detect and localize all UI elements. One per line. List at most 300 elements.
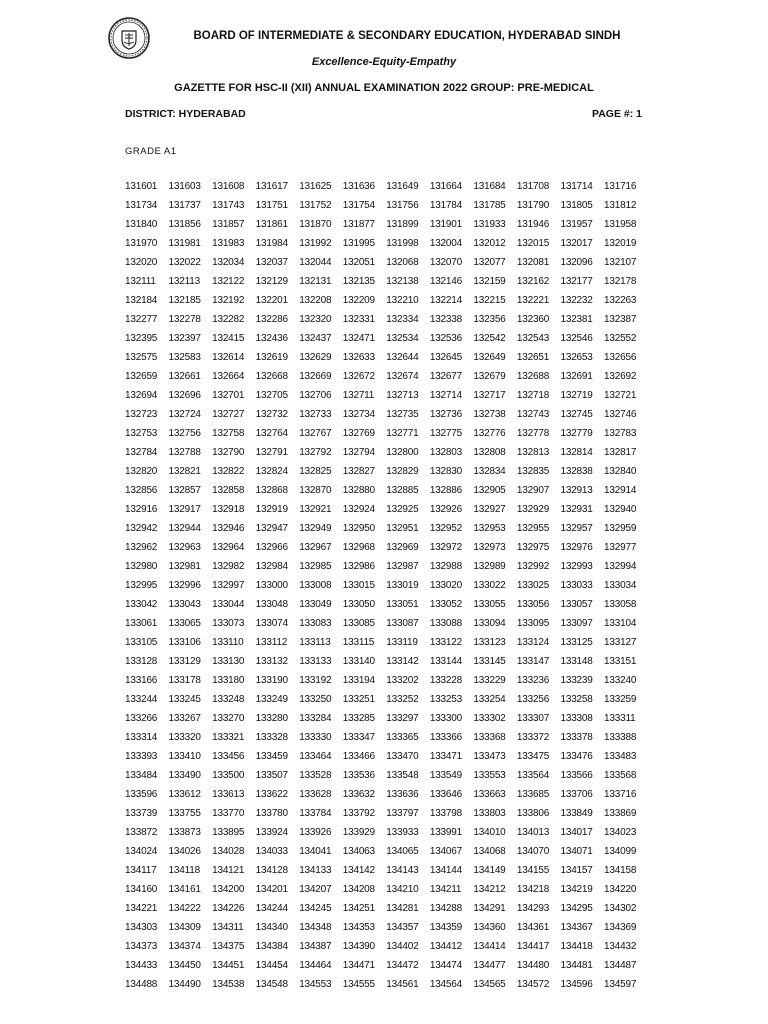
roll-number-cell: 132184: [125, 295, 158, 306]
roll-number-cell: 132629: [299, 352, 332, 363]
grade-heading: GRADE A1: [125, 146, 177, 157]
roll-number-cell: 132955: [516, 523, 550, 534]
table-row: [125, 903, 648, 922]
roll-number-cell: 132129: [255, 276, 288, 287]
roll-number-cell: 132962: [125, 542, 158, 553]
roll-number-cell: 134414: [473, 941, 506, 952]
roll-number-cell: 133202: [386, 675, 419, 686]
roll-number-cell: 132044: [299, 257, 332, 268]
roll-number-cell: 133055: [473, 599, 506, 610]
roll-number-cell: 133933: [386, 827, 419, 838]
roll-number-cell: 133194: [342, 675, 375, 686]
roll-number-cell: 132232: [560, 295, 593, 306]
roll-number-cell: 133285: [342, 713, 375, 724]
roll-number-cell: 132905: [473, 485, 506, 496]
roll-number-cell: 132986: [342, 561, 375, 572]
table-row: [125, 314, 648, 333]
roll-number-cell: 134210: [386, 884, 419, 895]
roll-number-cell: 132020: [125, 257, 158, 268]
roll-number-cell: 132959: [604, 523, 637, 534]
roll-number-cell: 133308: [560, 713, 593, 724]
roll-number-cell: 131649: [386, 181, 419, 192]
roll-number-cell: 133612: [168, 789, 201, 800]
roll-number-cell: 131958: [604, 219, 637, 230]
roll-number-cell: 131734: [125, 200, 158, 211]
roll-number-cell: 134293: [516, 903, 550, 914]
roll-number-cell: 132738: [473, 409, 506, 420]
roll-number-cell: 131708: [516, 181, 550, 192]
roll-number-cell: 133113: [299, 637, 331, 648]
roll-number-cell: 132201: [255, 295, 288, 306]
table-row: [125, 637, 648, 656]
roll-number-cell: 132277: [125, 314, 158, 325]
roll-number-cell: 134143: [386, 865, 419, 876]
roll-number-cell: 134071: [560, 846, 593, 857]
roll-number-cell: 133254: [473, 694, 506, 705]
roll-number-cell: 131957: [560, 219, 593, 230]
roll-number-cell: 132664: [212, 371, 245, 382]
roll-number-cell: 132952: [429, 523, 462, 534]
roll-number-cell: 132817: [604, 447, 637, 458]
table-row: [125, 808, 648, 827]
roll-number-cell: 131608: [212, 181, 245, 192]
roll-number-cell: 132724: [168, 409, 201, 420]
roll-number-cell: 133872: [125, 827, 158, 838]
roll-number-cell: 133044: [212, 599, 245, 610]
roll-number-cell: 132705: [255, 390, 288, 401]
table-row: [125, 865, 648, 884]
table-row: [125, 599, 648, 618]
roll-number-cell: 132966: [255, 542, 288, 553]
roll-number-cell: 133470: [386, 751, 419, 762]
roll-number-cell: 134418: [560, 941, 593, 952]
roll-number-cell: 131970: [125, 238, 158, 249]
roll-number-cell: 134412: [429, 941, 462, 952]
roll-number-cell: 133484: [125, 770, 158, 781]
roll-number-cell: 133034: [604, 580, 637, 591]
roll-number-cell: 134309: [168, 922, 201, 933]
roll-number-cell: 133245: [168, 694, 201, 705]
roll-number-cell: 134068: [473, 846, 506, 857]
roll-number-cell: 134026: [168, 846, 201, 857]
roll-number-cell: 134488: [125, 979, 158, 990]
roll-number-cell: 133190: [255, 675, 288, 686]
page-number: PAGE #: 1: [592, 108, 642, 120]
roll-number-cell: 132437: [299, 333, 332, 344]
roll-number-cell: 133622: [255, 789, 288, 800]
roll-number-cell: 132688: [516, 371, 550, 382]
roll-number-cell: 133048: [255, 599, 288, 610]
roll-number-cell: 132694: [125, 390, 158, 401]
roll-number-cell: 132397: [168, 333, 201, 344]
roll-number-cell: 132989: [473, 561, 506, 572]
roll-number-cell: 134291: [473, 903, 506, 914]
roll-number-cell: 133085: [342, 618, 375, 629]
roll-number-cell: 134245: [299, 903, 332, 914]
roll-number-cell: 133410: [168, 751, 201, 762]
roll-number-cell: 133596: [125, 789, 158, 800]
roll-number-cell: 134121: [212, 865, 245, 876]
roll-number-cell: 132331: [342, 314, 375, 325]
roll-number-cell: 134010: [473, 827, 506, 838]
roll-number-cell: 132929: [516, 504, 550, 515]
roll-number-cell: 131899: [386, 219, 419, 230]
roll-number-cell: 132004: [429, 238, 462, 249]
roll-number-cell: 133739: [125, 808, 158, 819]
roll-number-cell: 133033: [560, 580, 593, 591]
roll-number-cell: 133015: [342, 580, 375, 591]
roll-number-cell: 131933: [473, 219, 506, 230]
roll-number-cell: 131984: [255, 238, 288, 249]
roll-number-cell: 132552: [604, 333, 637, 344]
roll-number-cell: 132649: [473, 352, 506, 363]
roll-number-cell: 134128: [255, 865, 288, 876]
roll-number-cell: 132633: [342, 352, 375, 363]
roll-number-cell: 131857: [212, 219, 245, 230]
roll-number-cell: 133320: [168, 732, 201, 743]
roll-number-cell: 134340: [255, 922, 288, 933]
roll-number-cell: 133895: [212, 827, 245, 838]
roll-number-cell: 131625: [299, 181, 332, 192]
table-row: [125, 428, 648, 447]
roll-number-cell: 132077: [473, 257, 506, 268]
roll-number-cell: 133321: [212, 732, 245, 743]
roll-number-cell: 134359: [429, 922, 462, 933]
roll-number-cell: 132822: [212, 466, 245, 477]
roll-number-cell: 132987: [386, 561, 419, 572]
roll-number-cell: 133142: [386, 656, 419, 667]
roll-number-cell: 133716: [604, 789, 637, 800]
roll-number-cell: 132972: [429, 542, 462, 553]
roll-number-cell: 132320: [299, 314, 332, 325]
roll-number-cell: 134155: [516, 865, 550, 876]
roll-number-cell: 132968: [342, 542, 375, 553]
roll-number-cell: 133251: [342, 694, 375, 705]
roll-number-cell: 132790: [212, 447, 245, 458]
roll-number-cell: 133052: [429, 599, 462, 610]
roll-number-cell: 133239: [560, 675, 593, 686]
roll-number-cell: 134348: [299, 922, 332, 933]
table-row: [125, 352, 648, 371]
roll-number-cell: 131603: [168, 181, 201, 192]
roll-number-cell: 131946: [516, 219, 550, 230]
roll-number-cell: 133249: [255, 694, 288, 705]
roll-number-cell: 133528: [299, 770, 332, 781]
roll-number-cell: 134474: [429, 960, 462, 971]
roll-number-cell: 133073: [212, 618, 245, 629]
table-row: [125, 333, 648, 352]
roll-number-cell: 132645: [429, 352, 462, 363]
roll-number-cell: 133256: [516, 694, 550, 705]
roll-number-cell: 132096: [560, 257, 593, 268]
roll-number-cell: 132131: [299, 276, 332, 287]
roll-number-cell: 132950: [342, 523, 375, 534]
roll-number-cell: 132980: [125, 561, 158, 572]
roll-number-cell: 133330: [299, 732, 332, 743]
roll-number-cell: 133564: [516, 770, 550, 781]
roll-number-cell: 132919: [255, 504, 288, 515]
roll-number-cell: 132779: [560, 428, 593, 439]
roll-number-cell: 133566: [560, 770, 593, 781]
roll-number-cell: 132776: [473, 428, 506, 439]
roll-number-cell: 133328: [255, 732, 288, 743]
roll-number-cell: 133056: [516, 599, 550, 610]
table-row: [125, 466, 648, 485]
roll-number-cell: 133490: [168, 770, 201, 781]
roll-number-cell: 133926: [299, 827, 332, 838]
roll-number-cell: 132360: [516, 314, 550, 325]
roll-number-cell: 133548: [386, 770, 419, 781]
roll-number-cell: 134548: [255, 979, 288, 990]
roll-number-cell: 134302: [604, 903, 637, 914]
roll-number-cell: 132034: [212, 257, 245, 268]
roll-number-cell: 132926: [429, 504, 462, 515]
roll-number-cell: 132982: [212, 561, 245, 572]
roll-number-cell: 134369: [604, 922, 637, 933]
roll-number-cell: 133148: [560, 656, 593, 667]
board-motto: Excellence-Equity-Empathy: [311, 56, 457, 68]
roll-number-cell: 132659: [125, 371, 158, 382]
roll-number-cell: 132753: [125, 428, 158, 439]
roll-number-cell: 133280: [255, 713, 288, 724]
roll-number-cell: 134070: [516, 846, 550, 857]
roll-number-cell: 134144: [429, 865, 462, 876]
roll-number-cell: 132215: [473, 295, 506, 306]
roll-number-cell: 132788: [168, 447, 201, 458]
table-row: [125, 371, 648, 390]
roll-number-cell: 132814: [560, 447, 593, 458]
roll-number-cell: 133628: [299, 789, 332, 800]
district-label: DISTRICT: HYDERABAD: [125, 108, 246, 120]
roll-number-cell: 133127: [604, 637, 637, 648]
roll-number-cell: 134572: [516, 979, 550, 990]
roll-number-cell: 131812: [604, 200, 637, 211]
roll-number-cell: 131981: [168, 238, 201, 249]
roll-number-cell: 134353: [342, 922, 375, 933]
roll-number-cell: 132208: [299, 295, 332, 306]
roll-number-cell: 132791: [255, 447, 288, 458]
roll-number-cell: 133924: [255, 827, 288, 838]
roll-number-cell: 132914: [604, 485, 637, 496]
roll-number-cell: 133500: [212, 770, 245, 781]
roll-number-cell: 133393: [125, 751, 158, 762]
roll-number-cell: 133250: [299, 694, 332, 705]
roll-number-cell: 134244: [255, 903, 288, 914]
roll-number-cell: 134417: [516, 941, 550, 952]
roll-number-cell: 132735: [386, 409, 419, 420]
roll-number-cell: 132185: [168, 295, 201, 306]
roll-number-cell: 134450: [168, 960, 201, 971]
roll-number-cell: 132661: [168, 371, 201, 382]
table-row: [125, 295, 648, 314]
roll-number-cell: 134023: [604, 827, 637, 838]
roll-number-cell: 134219: [560, 884, 593, 895]
roll-number-cell: 133097: [560, 618, 593, 629]
roll-number-cell: 132138: [386, 276, 419, 287]
roll-number-cell: 132830: [429, 466, 462, 477]
roll-number-cell: 132706: [299, 390, 332, 401]
gazette-title: GAZETTE FOR HSC-II (XII) ANNUAL EXAMINATION 2022 GROUP: PRE-MEDICAL: [174, 82, 594, 94]
roll-number-cell: 131716: [604, 181, 637, 192]
roll-number-cell: 132820: [125, 466, 158, 477]
roll-number-cell: 133549: [429, 770, 462, 781]
roll-number-cell: 134133: [299, 865, 332, 876]
roll-number-cell: 132122: [212, 276, 245, 287]
roll-number-cell: 133706: [560, 789, 593, 800]
roll-number-cell: 133074: [255, 618, 288, 629]
roll-number-cell: 134149: [473, 865, 506, 876]
roll-number-cell: 134226: [212, 903, 245, 914]
roll-number-cell: 134311: [212, 922, 244, 933]
roll-number-cell: 134361: [516, 922, 550, 933]
roll-number-cell: 132727: [212, 409, 245, 420]
roll-number-cell: 133128: [125, 656, 158, 667]
roll-number-cell: 132721: [604, 390, 637, 401]
roll-number-cell: 132767: [299, 428, 332, 439]
roll-number-cell: 133151: [604, 656, 637, 667]
roll-number-cell: 134099: [604, 846, 637, 857]
roll-number-cell: 133464: [299, 751, 332, 762]
roll-number-cell: 133536: [342, 770, 375, 781]
roll-number-cell: 133685: [516, 789, 550, 800]
roll-number-cell: 132714: [429, 390, 462, 401]
roll-number-cell: 132840: [604, 466, 637, 477]
roll-number-cell: 132886: [429, 485, 462, 496]
roll-number-cell: 133368: [473, 732, 506, 743]
roll-number-cell: 131664: [429, 181, 462, 192]
roll-number-cell: 133849: [560, 808, 593, 819]
roll-number-cell: 133240: [604, 675, 637, 686]
roll-number-cell: 132162: [516, 276, 550, 287]
roll-number-cell: 134451: [212, 960, 245, 971]
roll-number-cell: 132868: [255, 485, 288, 496]
roll-number-cell: 133083: [299, 618, 332, 629]
roll-number-cell: 132677: [429, 371, 462, 382]
roll-number-cell: 133020: [429, 580, 462, 591]
roll-number-cell: 133145: [473, 656, 506, 667]
roll-number-cell: 134490: [168, 979, 201, 990]
roll-number-cell: 131737: [168, 200, 201, 211]
roll-number-cell: 134561: [386, 979, 419, 990]
roll-number-cell: 134221: [125, 903, 158, 914]
roll-number-cell: 133095: [516, 618, 550, 629]
roll-number-cell: 132692: [604, 371, 637, 382]
roll-number-cell: 131636: [342, 181, 375, 192]
roll-number-cell: 132913: [560, 485, 593, 496]
roll-number-cell: 133483: [604, 751, 637, 762]
roll-number-cell: 132713: [386, 390, 419, 401]
roll-number-cell: 132783: [604, 428, 637, 439]
roll-number-cell: 132286: [255, 314, 288, 325]
roll-number-cell: 132717: [473, 390, 506, 401]
roll-number-cell: 133119: [386, 637, 418, 648]
roll-number-cell: 132964: [212, 542, 245, 553]
roll-number-cell: 132918: [212, 504, 245, 515]
roll-number-cell: 132792: [299, 447, 332, 458]
roll-number-cell: 133259: [604, 694, 637, 705]
roll-number-cell: 132803: [429, 447, 462, 458]
roll-number-cell: 134208: [342, 884, 375, 895]
roll-number-cell: 133347: [342, 732, 375, 743]
roll-number-cell: 134564: [429, 979, 462, 990]
roll-number-cell: 134222: [168, 903, 201, 914]
roll-number-cell: 134553: [299, 979, 332, 990]
roll-number-cell: 132575: [125, 352, 158, 363]
roll-number-cell: 133178: [168, 675, 201, 686]
roll-number-cell: 134281: [386, 903, 419, 914]
roll-number-cell: 133366: [429, 732, 462, 743]
roll-number-cell: 132829: [386, 466, 419, 477]
roll-number-cell: 132973: [473, 542, 506, 553]
roll-number-cell: 134063: [342, 846, 375, 857]
roll-number-cell: 132925: [386, 504, 419, 515]
roll-number-cell: 133476: [560, 751, 593, 762]
table-row: [125, 979, 648, 998]
roll-number-cell: 134158: [604, 865, 637, 876]
roll-number-cell: 134384: [255, 941, 288, 952]
roll-number-cell: 133568: [604, 770, 637, 781]
roll-number-cell: 132813: [516, 447, 550, 458]
roll-number-cell: 133784: [299, 808, 332, 819]
roll-number-cell: 133000: [255, 580, 288, 591]
table-row: [125, 732, 648, 751]
roll-number-cell: 132711: [342, 390, 375, 401]
roll-number-cell: 132282: [212, 314, 245, 325]
roll-number-cell: 134207: [299, 884, 332, 895]
roll-number-cell: 132924: [342, 504, 375, 515]
roll-number-cell: 133302: [473, 713, 506, 724]
roll-number-cell: 132771: [386, 428, 419, 439]
table-row: [125, 884, 648, 903]
table-row: [125, 238, 648, 257]
roll-number-cell: 132916: [125, 504, 158, 515]
roll-number-cell: 134067: [429, 846, 462, 857]
roll-number-cell: 132037: [255, 257, 288, 268]
roll-number-cell: 132957: [560, 523, 593, 534]
roll-number-cell: 133124: [516, 637, 550, 648]
table-row: [125, 409, 648, 428]
roll-number-cell: 133663: [473, 789, 506, 800]
roll-number-cell: 134402: [386, 941, 419, 952]
roll-number-cell: 133087: [386, 618, 419, 629]
roll-number-cell: 133258: [560, 694, 593, 705]
table-row: [125, 257, 648, 276]
roll-number-cell: 132917: [168, 504, 201, 515]
roll-number-cell: 132017: [560, 238, 593, 249]
roll-number-cell: 134160: [125, 884, 158, 895]
roll-number-cell: 132944: [168, 523, 201, 534]
roll-number-cell: 132471: [342, 333, 375, 344]
roll-number-cell: 134480: [516, 960, 550, 971]
roll-number-cell: 132653: [560, 352, 593, 363]
roll-number-cell: 132949: [299, 523, 332, 534]
table-row: [125, 200, 648, 219]
roll-number-cell: 134596: [560, 979, 593, 990]
roll-number-cell: 132356: [473, 314, 506, 325]
table-row: [125, 523, 648, 542]
roll-number-cell: 132723: [125, 409, 158, 420]
roll-number-cell: 132107: [604, 257, 637, 268]
roll-number-cell: 132745: [560, 409, 593, 420]
roll-number-cell: 132976: [560, 542, 593, 553]
roll-number-cell: 134033: [255, 846, 288, 857]
roll-number-cell: 132019: [604, 238, 637, 249]
roll-number-cell: 132543: [516, 333, 550, 344]
roll-number-cell: 133228: [429, 675, 462, 686]
roll-number-cell: 132794: [342, 447, 375, 458]
roll-number-cell: 132656: [604, 352, 637, 363]
table-row: [125, 827, 648, 846]
